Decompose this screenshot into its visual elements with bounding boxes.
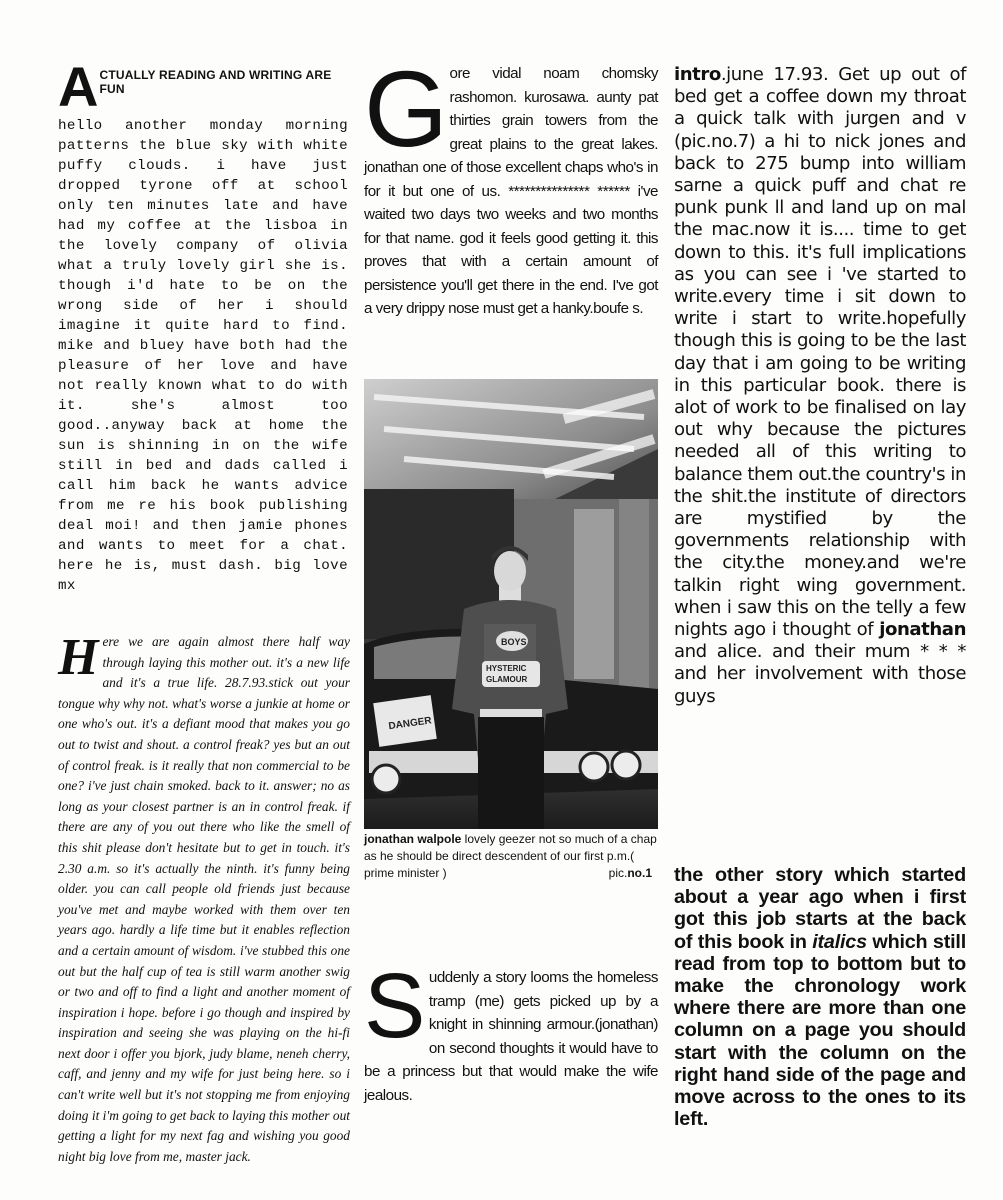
story-text-1: the other story which started about a year ago when i first got this job starts at the back of this book in xyxy=(674,864,966,953)
caption-pic-ref xyxy=(609,865,652,882)
sweater-text-boys: BOYS xyxy=(501,637,527,647)
italic-entry xyxy=(58,629,350,1167)
story-italic-word: italics xyxy=(812,930,867,953)
caption-description: lovely geezer not so much of a chap as he should be direct descendent of our first p.m.( prime minister ) xyxy=(364,832,657,880)
drop-cap-s: S xyxy=(364,955,425,1057)
caption-name: jonathan walpole xyxy=(364,832,462,846)
caption-pic-number: no.1 xyxy=(627,866,652,880)
photo-jonathan-walpole xyxy=(364,379,658,829)
photo-caption xyxy=(364,831,658,882)
sweater-text-glamour: GLAMOUR xyxy=(486,675,528,684)
headline xyxy=(58,55,348,118)
column-1-top xyxy=(58,55,348,596)
caption-text xyxy=(364,831,658,882)
story-paragraph xyxy=(674,864,966,1130)
story-text-2: which still read from top to bottom but to make the chronology work where there are more than one column on a page you should start with the column on the right hand side of the page and move across to the ones to its left. xyxy=(674,930,967,1131)
headline-text: CTUALLY READING AND WRITING ARE FUN xyxy=(99,68,332,96)
diary-text-monday: hello another monday morning patterns the blue sky with white puffy clouds. i have just dropped tyrone off at school only ten minutes late and have had my coffee at the lisboa in the lovely company of olivia what a truly lovely girl she is. though i'd hate to be on the wrong side of her i should imagine it quite hard to find. mike and bluey have both had the pleasure of her love and have not really known what to do with it. she's almost too good..anyway back at home the sun is shinning in on the wife still in bed and dads called i call him back he wants advice from me re his book publishing deal moi! and then jamie phones and wants to meet for a chat. here he is, must dash. big love mx xyxy=(58,118,348,594)
caption-pic-prefix: pic. xyxy=(608,866,628,880)
drop-cap-h: H xyxy=(58,629,99,686)
gore-vidal-paragraph xyxy=(364,48,658,321)
column-1-bottom xyxy=(58,629,350,1167)
intro-text-2: and alice. and their mum * * * and her involvement with those guys xyxy=(674,641,966,707)
column-3-intro xyxy=(674,64,966,708)
headline-initial: A xyxy=(58,55,99,118)
sweater-text-hysteric: HYSTERIC xyxy=(486,664,527,673)
column-2-bottom xyxy=(364,955,658,1107)
column-2-top xyxy=(364,48,658,321)
suddenly-paragraph xyxy=(364,955,658,1107)
intro-name: jonathan xyxy=(879,619,966,641)
italic-entry-text: ere we are again almost there half way through laying this mother out. it's a new life and it's a true life. 28.7.93.stick out your tongue why why not. what's worse a junkie at home or one who's out. it's a defiant mood that makes you go out to twist and shout. a control freak? yes but an out of control freak. is it really that non commercial to be one? i've just chain smoked. back to it. answer; no as long as your closest partner is an in control freak. if there are any of you out there who like the smell of this shit please don't hesitate but to get in touch. it's 2.30 a.m. so it's actually the ninth. it's funny being older. you can call people old friends just because you've met and maybe worked with them over ten years ago. hardly a life time but it enables reflection and a certain amount of wisdom. i've stubbed this one out but the half cup of tea is still warm another swig or two and off to find a light and another moment of inspiration i hope. before i go though and inspired by inspiration and seeing she was playing on the hi-fi next door i offer you bjork, judy blame, neneh cherry, caff, and jenny and my wife for just being here. so i can't write well but it's not stopping me from enjoying doing it i'm going to get back to laying this mother out getting a light for my next fag and wishing you good night big love from me, master jack. xyxy=(58,634,350,1164)
intro-label: intro xyxy=(674,64,721,85)
gore-vidal-text: ore vidal noam chomsky rashomon. kurosawa. aunty pat thirties grain towers from the great plains to the great lakes. jonathan one of those excellent chaps who's in for it but one of us. *************** ****** i've waited two days two weeks and two months for that name. god it feels good getting it. this proves that with a certain amount of persistence you'll get there in the end. I've got a very drippy nose must get a hanky.boufe s. xyxy=(364,65,658,317)
danger-sign: DANGER xyxy=(387,715,433,733)
intro-paragraph xyxy=(674,64,966,708)
suddenly-text: uddenly a story looms the homeless tramp (me) gets picked up by a knight in shinning armour.(jonathan) on second thoughts it would have to be a princess but that would make the wife jealous. xyxy=(364,969,658,1104)
drop-cap-g: G xyxy=(364,48,448,169)
column-3-story xyxy=(674,864,966,1130)
intro-text-1: .june 17.93. Get up out of bed get a coffee down my throat a quick talk with jurgen and v (pic.no.7) a hi to nick jones and back to 275 bump into william sarne a quick puff and chat re punk punk ll and land up on mal the mac.now it is.... time to get down to this. it's full implications as you can see i 've started to write.every time i sit down to write i start to write.hopefully though this is going to be the last day that i am going to be writing in this particular book. there is alot of work to be finalised on lay out why because the pictures needed all of this writing to balance them out.the country's in the shit.the institute of directors are mystified by the governments relationship with the city.the money.and we're talkin right wing government. when i saw this on the telly a few nights ago i thought of xyxy=(674,64,966,641)
